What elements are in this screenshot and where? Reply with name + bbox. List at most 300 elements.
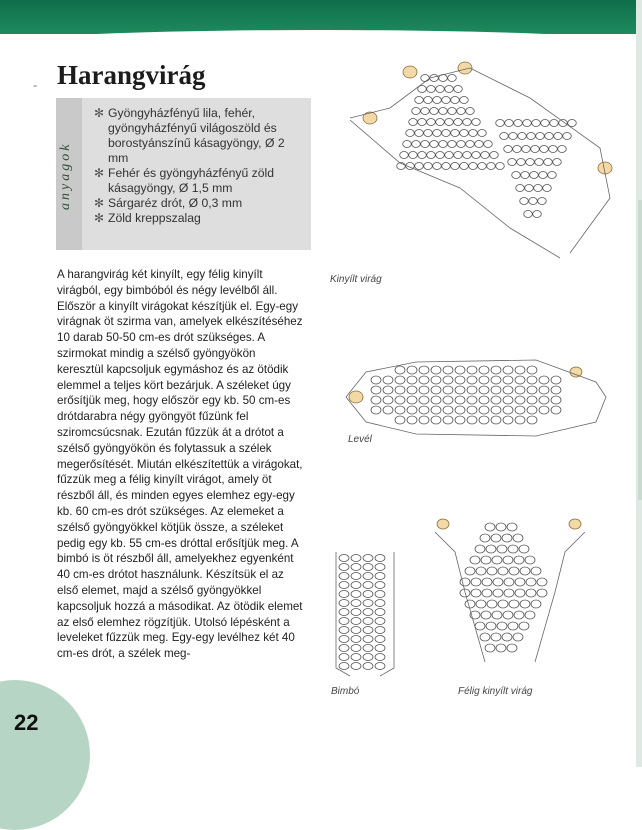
bead [482,589,492,597]
bead [407,406,417,414]
bead [503,376,513,384]
bead [443,386,453,394]
bead [539,406,549,414]
bead [550,120,559,127]
bead [479,376,489,384]
bead [513,633,523,641]
bead [467,416,477,424]
bead [437,519,449,529]
instructions-text: A harangvirág két kinyílt, egy félig kinyílt virágból, egy bimbóból és négy levélből áll. Először a kinyílt virágokat készítjük el. Egy-egy virágnak öt szirma van, amelyek elkészítéséhez 10 darab 50-50 cm-es drót szükséges. A szirmokat mindig a szélső gyöngyökön keresztül kapcsoljuk egymáshoz és az ötödik elemmel a teljes kört bezárjuk. A széleket úgy erősítjük meg, hogy először egy kb. 50 cm-es drótdarabra négy gyöngyöt fűzünk fel sziromcsúcsnak. Ezután fűzzük át a drótot a szélső gyöngyökön és folytassuk a szélek megerősítését. Miután elkészítettük a virágokat, fűzzük meg a félig kinyílt virágot, amely öt részből áll, és minden egyes elemhez egy-egy kb. 60 cm-es drót szükséges. Az elemeket a szélső gyöngyökkel kötjük össze, a széleket pedig egy kb. 55 cm-es dróttal erősítjük meg. A bimbó is öt részből áll, amelyekhez egyenként 40 cm-es drótot használunk. Készítsük el az első elemet, majd a szélső gyöngyökkel kapcsoljuk hozzá a másodikat. Az ötödik elemet az első elemhez rögzítjük. Utolsó lépésként a leveleket fűzzük meg. Egy-egy levélhez két 40 cm-es drót, a szélek meg- [57,268,303,661]
bead [551,376,561,384]
caption-bud: Bimbó [331,686,360,697]
bead [351,600,361,607]
bead [448,75,457,82]
bead [519,622,529,630]
bead [480,633,490,641]
bead [513,146,522,153]
bead [559,120,568,127]
bead [500,133,509,140]
bead [431,416,441,424]
bead [545,133,554,140]
bead [418,152,427,159]
materials-item: ✻ Fehér és gyöngyházfényű zöld kásagyöngy, Ø 1,5 mm [94,166,274,195]
bead [375,591,385,598]
title-marker: - [33,77,38,92]
bead [371,386,381,394]
bead [497,622,507,630]
bead [363,636,373,643]
bead [430,108,439,115]
bead [491,416,501,424]
bead [419,416,429,424]
bead [439,108,448,115]
bead [533,211,542,218]
page-number-badge [0,680,90,830]
bead [486,622,496,630]
bead [351,582,361,589]
bead [515,376,525,384]
bead [503,556,513,564]
bead [479,366,489,374]
bead [351,609,361,616]
bead [529,198,538,205]
bead [409,152,418,159]
bead [537,589,547,597]
bead [508,545,518,553]
bead [363,573,373,580]
bead [503,396,513,404]
caption-open-flower: Kinyílt virág [330,274,382,285]
bead [520,600,530,608]
bead [503,611,513,619]
bud-diagram [330,548,400,678]
bead [463,119,472,126]
bead [457,108,466,115]
page-edge-shadow [638,200,642,500]
bead [431,386,441,394]
bead [455,376,465,384]
bead [351,663,361,670]
bead [400,152,409,159]
bead [351,627,361,634]
bead [536,133,545,140]
materials-box [56,98,311,250]
bullet-icon: ✻ [94,166,105,180]
bead [406,130,415,137]
bead [448,108,457,115]
bead [524,211,533,218]
bead [454,152,463,159]
bead [409,119,418,126]
bead [481,556,491,564]
bead [491,366,501,374]
bead [472,152,481,159]
bead [433,97,442,104]
bead [455,396,465,404]
bead [371,396,381,404]
bullet-icon: ✻ [94,106,105,120]
bead [339,555,349,562]
bead [525,611,535,619]
leaf-diagram [336,352,616,442]
wire-path [350,68,610,253]
bead [492,611,502,619]
materials-item: ✻ Gyöngyházfényű lila, fehér, gyöngyházfényű világoszöld és borostyánszínű kásagyöngy, Ø 2 mm [94,106,285,165]
bead [485,523,495,531]
bead [541,120,550,127]
bead [520,567,530,575]
bead [481,611,491,619]
bead [508,159,517,166]
bead [491,534,501,542]
bead [498,567,508,575]
bead [339,618,349,625]
bead [476,567,486,575]
bead [433,163,442,170]
bead [520,198,529,205]
caption-leaf: Levél [348,434,372,445]
bead [415,130,424,137]
bead [512,172,521,179]
bead [395,386,405,394]
bead [383,376,393,384]
bead [543,185,552,192]
bead [457,141,466,148]
bead [505,120,514,127]
bead [507,523,517,531]
bead [439,141,448,148]
bead [383,406,393,414]
bead [351,564,361,571]
bead [339,663,349,670]
bead [424,163,433,170]
bead [548,172,557,179]
bead [363,564,373,571]
bead [351,555,361,562]
bead [563,133,572,140]
bead [518,133,527,140]
bead [478,130,487,137]
bead [515,406,525,414]
page-title: Harangvirág [57,60,206,90]
bead [436,152,445,159]
bead [503,406,513,414]
bead [375,555,385,562]
bead [539,376,549,384]
bead [491,386,501,394]
bead [569,519,581,529]
bead [421,75,430,82]
bead [496,120,505,127]
bead [431,366,441,374]
bead [478,163,487,170]
bead [475,622,485,630]
materials-item: ✻ Zöld kreppszalag [94,211,201,225]
bead [445,86,454,93]
bead [463,152,472,159]
bead [527,366,537,374]
materials-label: anyagok [58,141,73,211]
bead [539,172,548,179]
bead [395,366,405,374]
bead [460,163,469,170]
bead [515,366,525,374]
bead [415,97,424,104]
half-open-flower-diagram [425,512,595,682]
bead [472,119,481,126]
bead [532,120,541,127]
materials-list [94,106,304,226]
bead [525,185,534,192]
bead [436,119,445,126]
bead [339,645,349,652]
bead [460,97,469,104]
bead [513,534,523,542]
bead [496,163,505,170]
bead [523,120,532,127]
bead [431,396,441,404]
bead [465,567,475,575]
bead [430,141,439,148]
bead [375,636,385,643]
bead [363,663,373,670]
bead [544,159,553,166]
bead [371,376,381,384]
bead [419,386,429,394]
bullet-icon: ✻ [94,211,105,225]
bead [527,396,537,404]
bead [491,396,501,404]
bead [395,396,405,404]
bead [553,159,562,166]
bead [503,416,513,424]
bead [498,600,508,608]
bead [527,386,537,394]
bead [514,120,523,127]
bead [492,556,502,564]
bead [351,636,361,643]
bead [442,130,451,137]
bead [466,108,475,115]
bead [539,396,549,404]
bead [448,141,457,148]
bead [515,578,525,586]
bead [515,386,525,394]
bead [522,146,531,153]
bead [502,534,512,542]
bead [339,564,349,571]
bead [504,589,514,597]
bead [482,578,492,586]
bead [454,119,463,126]
bead [526,578,536,586]
bead [363,627,373,634]
bead [375,645,385,652]
bead [491,406,501,414]
bead [445,152,454,159]
bead [531,600,541,608]
bead [467,396,477,404]
bead [339,591,349,598]
bead [455,386,465,394]
bead [526,159,535,166]
bullet-icon: ✻ [94,196,105,210]
bead [475,141,484,148]
bead [527,133,536,140]
header-band [0,0,642,34]
bead [490,152,499,159]
bead [375,582,385,589]
bead [351,591,361,598]
bead [493,589,503,597]
bead [509,133,518,140]
bead [538,198,547,205]
bead [527,376,537,384]
bead [481,152,490,159]
bead [527,416,537,424]
bead [503,386,513,394]
bead [375,573,385,580]
bead [363,609,373,616]
bead [487,163,496,170]
bead [476,600,486,608]
bead [537,578,547,586]
bead [383,396,393,404]
bead [496,523,506,531]
bead [351,645,361,652]
bead [442,97,451,104]
bead [419,406,429,414]
bead [339,627,349,634]
bead [375,609,385,616]
bead [516,185,525,192]
bead [451,97,460,104]
bead [415,163,424,170]
bead [530,172,539,179]
bead [407,396,417,404]
bead [443,366,453,374]
bead [395,406,405,414]
bead [531,567,541,575]
bead [497,545,507,553]
bead [427,119,436,126]
bead [465,600,475,608]
bead [535,159,544,166]
bead [471,589,481,597]
bead [451,130,460,137]
bead [508,622,518,630]
bead [549,146,558,153]
bead [455,406,465,414]
bead [375,564,385,571]
bead [412,141,421,148]
bead [504,146,513,153]
bead [467,366,477,374]
page-number: 22 [14,710,39,735]
bead [407,416,417,424]
bead [407,386,417,394]
bead [363,618,373,625]
bead [375,618,385,625]
bead [455,366,465,374]
bead [514,556,524,564]
bead [431,406,441,414]
bead [539,386,549,394]
bead [551,396,561,404]
bead [521,172,530,179]
bead [339,582,349,589]
bead [407,376,417,384]
bead [431,376,441,384]
bead [363,555,373,562]
bead [487,600,497,608]
bead [339,573,349,580]
bead [395,376,405,384]
bead [514,611,524,619]
bead [375,663,385,670]
bead [479,416,489,424]
bead [479,396,489,404]
bead [515,416,525,424]
bead [442,163,451,170]
bead [496,644,506,652]
bead [421,108,430,115]
bead [403,66,417,78]
bead [363,654,373,661]
bead [491,376,501,384]
bead [427,86,436,93]
bead [467,386,477,394]
bead [509,567,519,575]
bead [507,644,517,652]
bead [443,416,453,424]
bead [503,366,513,374]
bead [534,185,543,192]
bead [487,567,497,575]
bead [540,146,549,153]
bead [558,146,567,153]
bead [403,141,412,148]
bead [491,633,501,641]
bead [424,97,433,104]
bead [427,152,436,159]
bead [339,600,349,607]
bead [421,141,430,148]
bead [371,406,381,414]
bead [502,633,512,641]
bead [363,582,373,589]
bead [339,654,349,661]
bead [515,396,525,404]
bead [469,130,478,137]
wire-path [346,360,606,436]
bead [339,636,349,643]
bead [424,130,433,137]
bead [475,545,485,553]
bead [526,589,536,597]
bead [443,396,453,404]
bead [363,645,373,652]
bead [467,406,477,414]
bead [551,386,561,394]
bead [445,119,454,126]
materials-item: ✻ Sárgaréz drót, Ø 0,3 mm [94,196,243,210]
bead [519,545,529,553]
bead [485,644,495,652]
bead [527,406,537,414]
bead [433,130,442,137]
bead [484,141,493,148]
